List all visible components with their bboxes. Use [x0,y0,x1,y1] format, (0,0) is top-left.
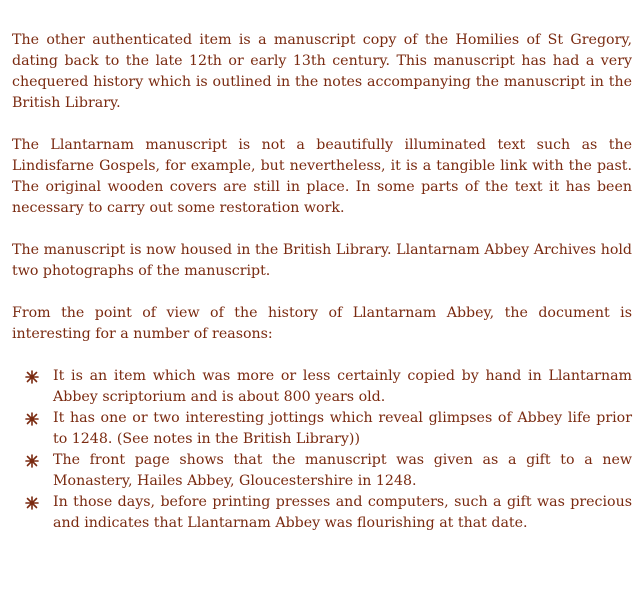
list-item-text: It has one or two interesting jottings which reveal glimpses of Abbey life prior to 1248. (See notes in the British Library)) [53,410,632,447]
list-item [12,366,632,408]
list-item [12,492,632,534]
starburst-icon [25,370,39,384]
article-body [12,30,632,534]
reasons-list [12,366,632,534]
paragraph-manuscript-description: The Llantarnam manuscript is not a beautifully illuminated text such as the Lindisfarne Gospels, for example, but nevertheless, it is a tangible link with the past. The original wooden covers are still in place. In some parts of the text it has been necessary to carry out some restoration work. [12,137,632,216]
starburst-icon [25,412,39,426]
list-item [12,450,632,492]
list-item-text: In those days, before printing presses and computers, such a gift was precious and indicates that Llantarnam Abbey was flourishing at that date. [53,494,632,531]
list-item-text: The front page shows that the manuscript was given as a gift to a new Monastery, Hailes Abbey, Gloucestershire in 1248. [53,452,632,489]
paragraph-homilies: The other authenticated item is a manuscript copy of the Homilies of St Gregory, dating back to the late 12th or early 13th century. This manuscript has had a very chequered history which is outlined in the notes accompanying the manuscript in the British Library. [12,32,632,111]
list-item [12,408,632,450]
starburst-icon [25,454,39,468]
starburst-icon [25,496,39,510]
paragraph-british-library: The manuscript is now housed in the British Library. Llantarnam Abbey Archives hold two photographs of the manuscript. [12,242,632,279]
paragraph-reasons-intro: From the point of view of the history of Llantarnam Abbey, the document is interesting for a number of reasons: [12,305,632,342]
list-item-text: It is an item which was more or less certainly copied by hand in Llantarnam Abbey scriptorium and is about 800 years old. [53,368,632,405]
